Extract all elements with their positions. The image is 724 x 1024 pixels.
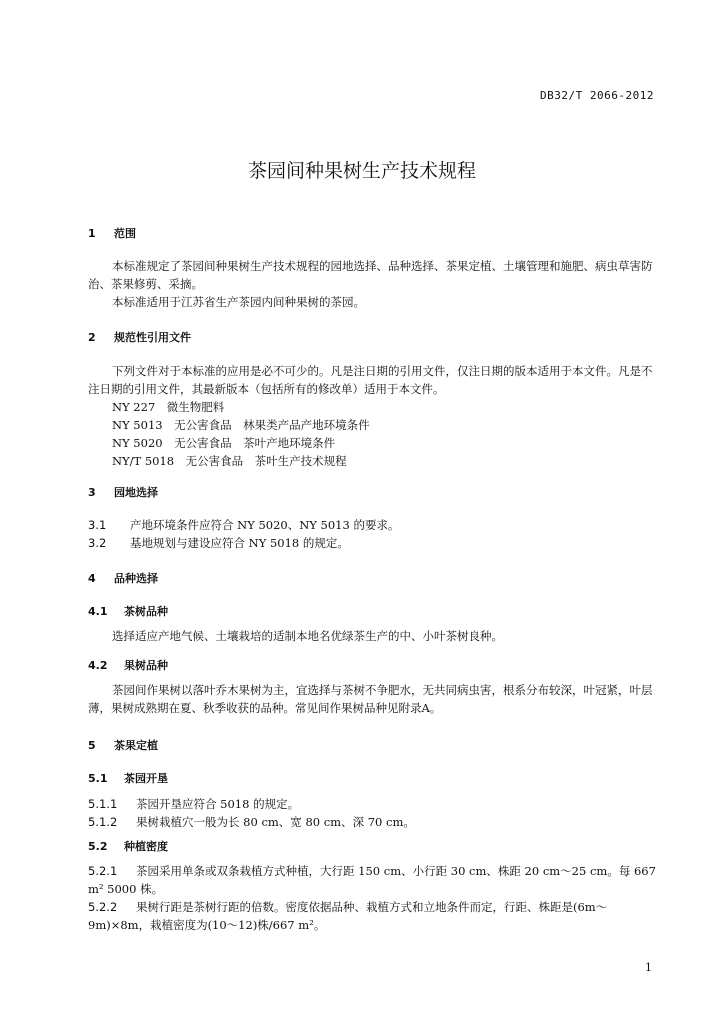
section-1-heading: 1 范围 [88, 227, 136, 240]
section-5-1-heading: 5.1 茶园开垦 [88, 772, 168, 785]
clause-3-2: 3.2 基地规划与建设应符合 NY 5018 的规定。 [88, 536, 349, 550]
clause-5-2-2: 5.2.2 果树行距是茶树行距的倍数。密度依据品种、栽植方式和立地条件而定，行距、株距是(6m～9m)×8m，栽植密度为(10～12)株/667 m²。 [88, 900, 608, 932]
reference-item: NY 5013 无公害食品 林果类产品产地环境条件 [112, 418, 370, 432]
section-1-paragraph-1: 本标准规定了茶园间种果树生产技术规程的园地选择、品种选择、茶果定植、土壤管理和施肥、病虫草害防治、茶果修剪、采摘。 [88, 259, 653, 291]
section-4-2-paragraph: 茶园间作果树以落叶乔木果树为主，宜选择与茶树不争肥水，无共同病虫害，根系分布较深，叶冠紧，叶层薄，果树成熟期在夏、秋季收获的品种。常见间作果树品种见附录A。 [88, 683, 653, 715]
section-2-paragraph: 下列文件对于本标准的应用是必不可少的。凡是注日期的引用文件，仅注日期的版本适用于本文件。凡是不注日期的引用文件，其最新版本（包括所有的修改单）适用于本文件。 [88, 364, 653, 396]
section-5-heading: 5 茶果定植 [88, 739, 158, 752]
document-title: 茶园间种果树生产技术规程 [247, 160, 476, 182]
section-4-2-heading: 4.2 果树品种 [88, 659, 168, 672]
clause-5-1-2: 5.1.2 果树栽植穴一般为长 80 cm、宽 80 cm、深 70 cm。 [88, 815, 415, 829]
clause-3-1: 3.1 产地环境条件应符合 NY 5020、NY 5013 的要求。 [88, 518, 400, 532]
section-3-heading: 3 园地选择 [88, 486, 158, 499]
section-2-heading: 2 规范性引用文件 [88, 331, 191, 344]
section-4-1-paragraph: 选择适应产地气候、土壤栽培的适制本地名优绿茶生产的中、小叶茶树良种。 [112, 629, 503, 643]
reference-item: NY 5020 无公害食品 茶叶产地环境条件 [112, 436, 336, 450]
section-4-heading: 4 品种选择 [88, 572, 158, 585]
standard-code: DB32/T 2066-2012 [540, 89, 654, 102]
section-1-paragraph-2: 本标准适用于江苏省生产茶园内间种果树的茶园。 [112, 295, 365, 309]
reference-item: NY 227 微生物肥料 [112, 400, 225, 414]
clause-5-2-1: 5.2.1 茶园采用单条或双条栽植方式种植，大行距 150 cm、小行距 30 cm、株距 20 cm～25 cm。每 667 m² 5000 株。 [88, 864, 656, 896]
page-number: 1 [645, 961, 652, 974]
section-4-1-heading: 4.1 茶树品种 [88, 605, 168, 618]
section-5-2-heading: 5.2 种植密度 [88, 840, 168, 853]
clause-5-1-1: 5.1.1 茶园开垦应符合 5018 的规定。 [88, 797, 300, 811]
reference-item: NY/T 5018 无公害食品 茶叶生产技术规程 [112, 454, 347, 468]
